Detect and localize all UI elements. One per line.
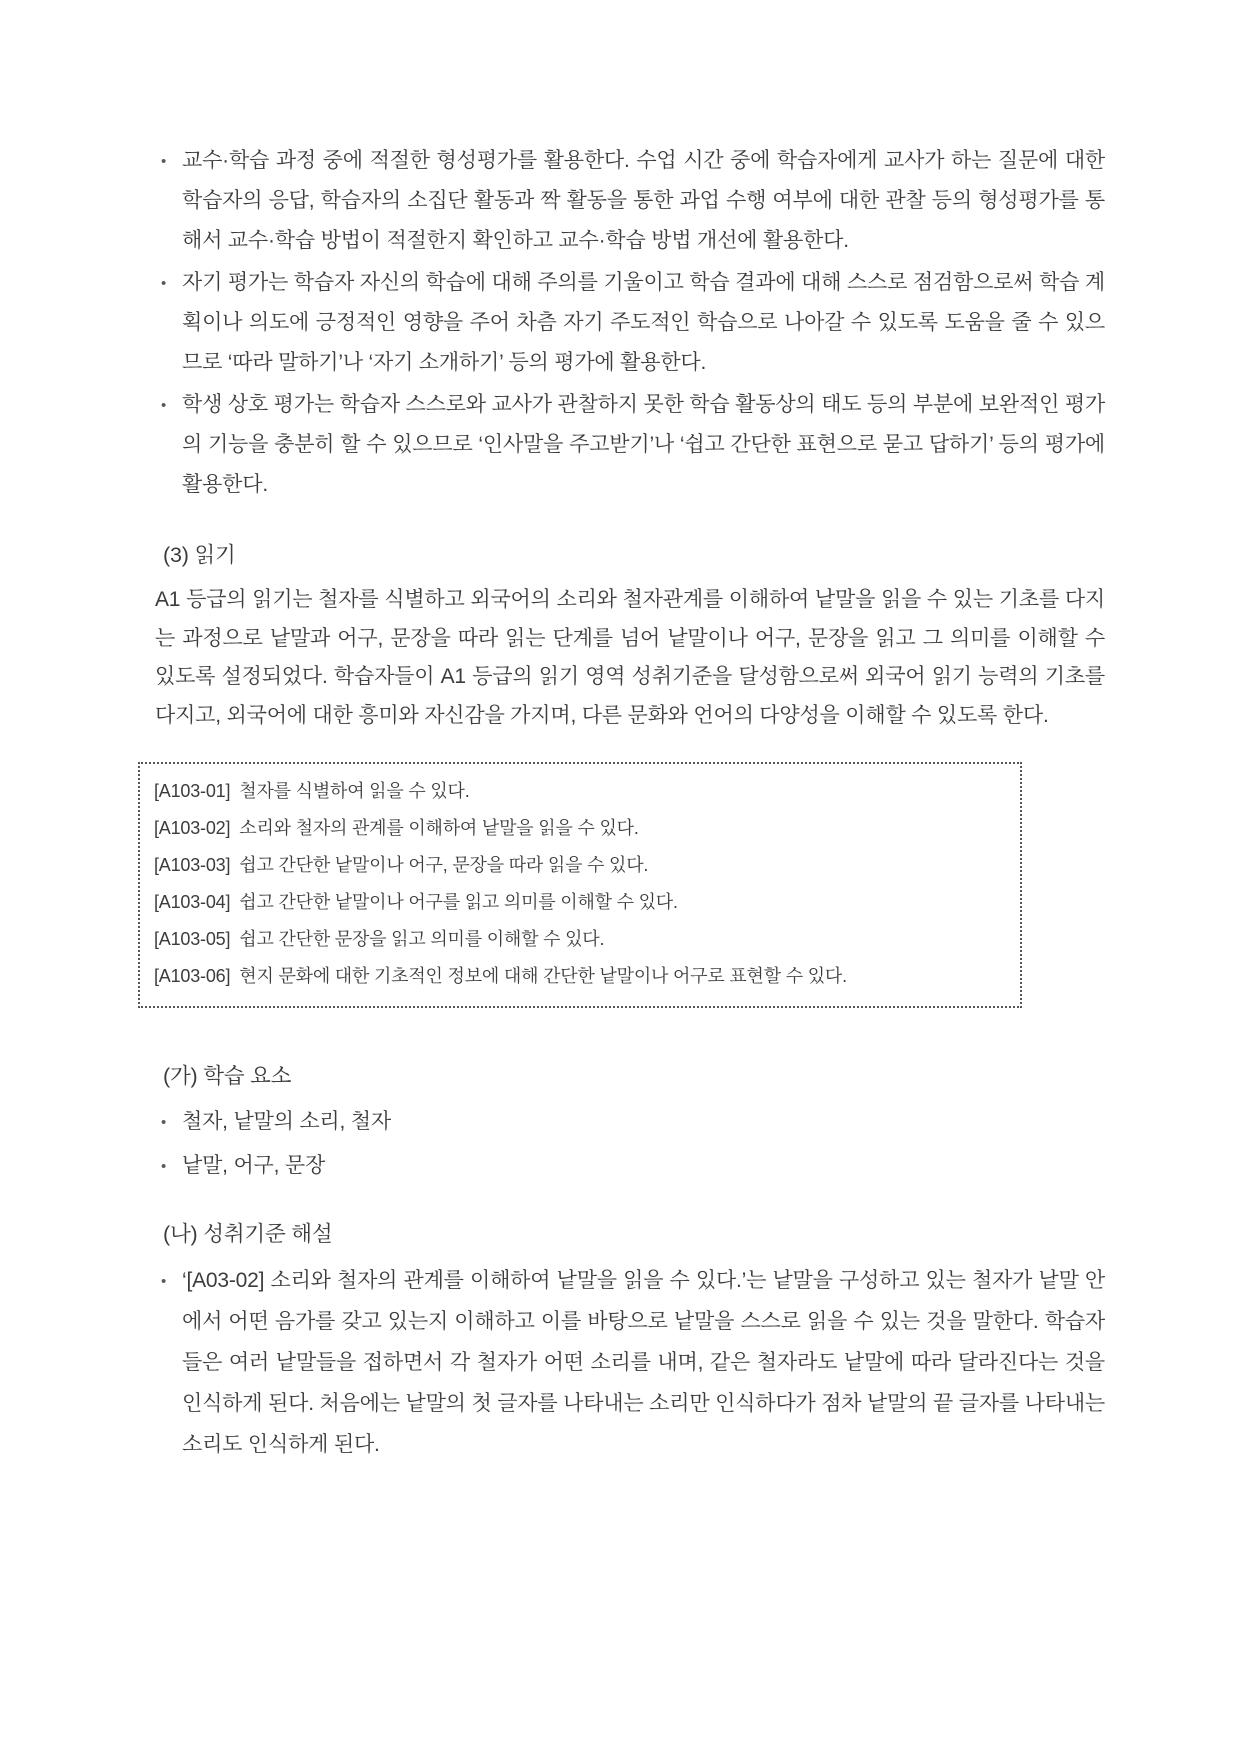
- bullet-icon: •: [161, 397, 167, 414]
- bullet-icon: •: [161, 1273, 167, 1290]
- list-item: [155, 1102, 1105, 1142]
- standard-text: 쉽고 간단한 낱말이나 어구를 읽고 의미를 이해할 수 있다.: [239, 892, 678, 912]
- list-item: [155, 141, 1105, 261]
- section-heading-learning-elements: (가) 학습 요소: [163, 1064, 292, 1088]
- standard-code: [A103-02]: [154, 818, 231, 838]
- learning-elements-list: [155, 1102, 1105, 1186]
- standard-row: [154, 884, 1004, 921]
- standard-code: [A103-06]: [154, 966, 231, 986]
- standard-row: [154, 921, 1004, 958]
- bullet-text: 철자, 낱말의 소리, 철자: [182, 1110, 391, 1133]
- standard-text: 쉽고 간단한 문장을 읽고 의미를 이해할 수 있다.: [239, 929, 605, 949]
- assessment-bullet-list: [155, 141, 1105, 505]
- bullet-icon: •: [161, 153, 167, 170]
- standard-row: [154, 810, 1004, 847]
- achievement-standards-box: [138, 762, 1022, 1008]
- bullet-text: 학생 상호 평가는 학습자 스스로와 교사가 관찰하지 못한 학습 활동상의 태도 등의 부분에 보완적인 평가의 기능을 충분히 할 수 있으므로 ‘인사말을 주고받기’나 ‘쉽고 간단한 표현으로 묻고 답하기’ 등의 평가에 활용한다.: [182, 393, 1105, 496]
- bullet-icon: •: [161, 1158, 167, 1175]
- list-item: [155, 385, 1105, 505]
- bullet-icon: •: [161, 275, 167, 292]
- bullet-text: 교수·학습 과정 중에 적절한 형성평가를 활용한다. 수업 시간 중에 학습자에게 교사가 하는 질문에 대한 학습자의 응답, 학습자의 소집단 활동과 짝 활동을 통한 과업 수행 여부에 대한 관찰 등의 형성평가를 통해서 교수·학습 방법이 적절한지 확인하고 교수·학습 방법 개선에 활용한다.: [182, 149, 1105, 252]
- list-item: [155, 1146, 1105, 1186]
- standard-text: 철자를 식별하여 읽을 수 있다.: [239, 781, 470, 801]
- standard-text: 현지 문화에 대한 기초적인 정보에 대해 간단한 낱말이나 어구로 표현할 수 있다.: [239, 966, 847, 986]
- standard-code: [A103-03]: [154, 855, 231, 875]
- document-content: [155, 141, 1105, 1467]
- bullet-text: 자기 평가는 학습자 자신의 학습에 대해 주의를 기울이고 학습 결과에 대해 스스로 점검함으로써 학습 계획이나 의도에 긍정적인 영향을 주어 차츰 자기 주도적인 학습으로 나아갈 수 있도록 도움을 줄 수 있으므로 ‘따라 말하기’나 ‘자기 소개하기’ 등의 평가에 활용한다.: [182, 271, 1105, 374]
- standard-code: [A103-04]: [154, 892, 231, 912]
- standard-row: [154, 773, 1004, 810]
- standards-commentary-list: [155, 1260, 1105, 1465]
- standard-row: [154, 847, 1004, 884]
- standard-text: 쉽고 간단한 낱말이나 어구, 문장을 따라 읽을 수 있다.: [239, 855, 649, 875]
- list-item: [155, 263, 1105, 383]
- standard-text: 소리와 철자의 관계를 이해하여 낱말을 읽을 수 있다.: [239, 818, 639, 838]
- section-heading-standards-commentary: (나) 성취기준 해설: [163, 1222, 333, 1246]
- section-heading-reading: (3) 읽기: [163, 543, 236, 567]
- standard-row: [154, 958, 1004, 995]
- bullet-icon: •: [161, 1114, 167, 1131]
- standard-code: [A103-05]: [154, 929, 231, 949]
- bullet-text: ‘[A03-02] 소리와 철자의 관계를 이해하여 낱말을 읽을 수 있다.’는 낱말을 구성하고 있는 철자가 낱말 안에서 어떤 음가를 갖고 있는지 이해하고 이를 바탕으로 낱말을 스스로 읽을 수 있는 것을 말한다. 학습자들은 여러 낱말들을 접하면서 각 철자가 어떤 소리를 내며, 같은 철자라도 낱말에 따라 달라진다는 것을 인식하게 된다. 처음에는 낱말의 첫 글자를 나타내는 소리만 인식하다가 점차 낱말의 끝 글자를 나타내는 소리도 인식하게 된다.: [182, 1269, 1105, 1456]
- standard-code: [A103-01]: [154, 781, 231, 801]
- bullet-text: 낱말, 어구, 문장: [182, 1154, 326, 1177]
- list-item: [155, 1260, 1105, 1465]
- reading-intro-paragraph: A1 등급의 읽기는 철자를 식별하고 외국어의 소리와 철자관계를 이해하여 낱말을 읽을 수 있는 기초를 다지는 과정으로 낱말과 어구, 문장을 따라 읽는 단계를 넘어 낱말이나 어구, 문장을 읽고 그 의미를 이해할 수 있도록 설정되었다. 학습자들이 A1 등급의 읽기 영역 성취기준을 달성함으로써 외국어 읽기 능력의 기초를 다지고, 외국어에 대한 흥미와 자신감을 가지며, 다른 문화와 언어의 다양성을 이해할 수 있도록 한다.: [155, 588, 1105, 727]
